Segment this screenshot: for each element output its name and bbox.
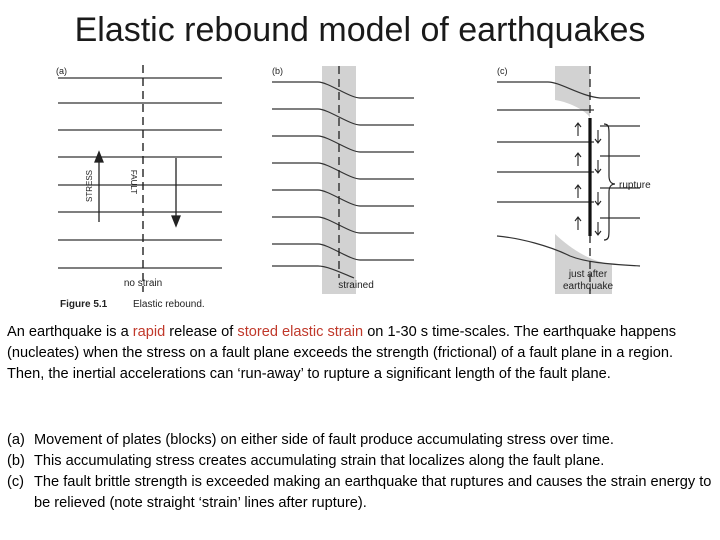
panel-c-label: (c) (497, 66, 508, 76)
panel-a-down-arrow (172, 158, 180, 226)
panel-b-shaded-zone (322, 66, 356, 294)
list-marker: (b) (7, 453, 25, 469)
panel-a-strain-lines (58, 78, 222, 268)
rupture-brace (604, 124, 615, 240)
paragraph-text-1: An earthquake is a (7, 324, 133, 340)
panel-explanation-list (7, 430, 712, 514)
figure-caption-number: Figure 5.1 (60, 299, 108, 310)
panel-c-down-arrows (595, 130, 601, 235)
just-after-label: just after (568, 269, 608, 280)
list-text: Movement of plates (blocks) on either side of fault produce accumulating stress over time. (34, 432, 614, 448)
panel-c (497, 66, 651, 294)
panel-a (56, 65, 222, 292)
strained-label: strained (338, 280, 374, 291)
figure-caption-text: Elastic rebound. (133, 299, 205, 310)
highlight-rapid: rapid (132, 324, 166, 340)
list-item (7, 472, 712, 514)
stress-label: STRESS (85, 169, 94, 203)
panel-c-strain-lines (497, 82, 640, 266)
list-marker: (a) (7, 432, 25, 448)
panel-b (272, 66, 414, 294)
list-item (7, 451, 712, 472)
list-text: This accumulating stress creates accumulating strain that localizes along the fault plane. (34, 453, 605, 469)
list-text: The fault brittle strength is exceeded making an earthquake that ruptures and causes the strain energy to be relieved (note straight ‘strain’ lines after rupture). (34, 474, 712, 511)
list-marker: (c) (7, 474, 25, 490)
earthquake-label: earthquake (562, 281, 614, 292)
panel-b-label: (b) (272, 66, 283, 76)
list-item (7, 430, 712, 451)
panel-a-label: (a) (56, 66, 67, 76)
rupture-label: rupture (619, 180, 651, 191)
paragraph-text-2: release of (165, 324, 238, 340)
paragraph-text-3: on 1-30 s time-scales. The earthquake happens (nucleates) when the stress on a fault plane exceeds the strength (frictional) of a fault plane in a region. Then, the inertial accelerations can ‘run-away’ to rupture a significant length of the fault plane. (7, 324, 677, 382)
panel-c-up-arrows (575, 123, 581, 230)
highlight-stored-elastic-strain: stored elastic strain (237, 324, 364, 340)
no-strain-label: no strain (123, 278, 163, 289)
explanation-paragraph (7, 322, 712, 385)
slide-title: Elastic rebound model of earthquakes (74, 11, 646, 49)
fault-label: FAULT (129, 169, 138, 195)
